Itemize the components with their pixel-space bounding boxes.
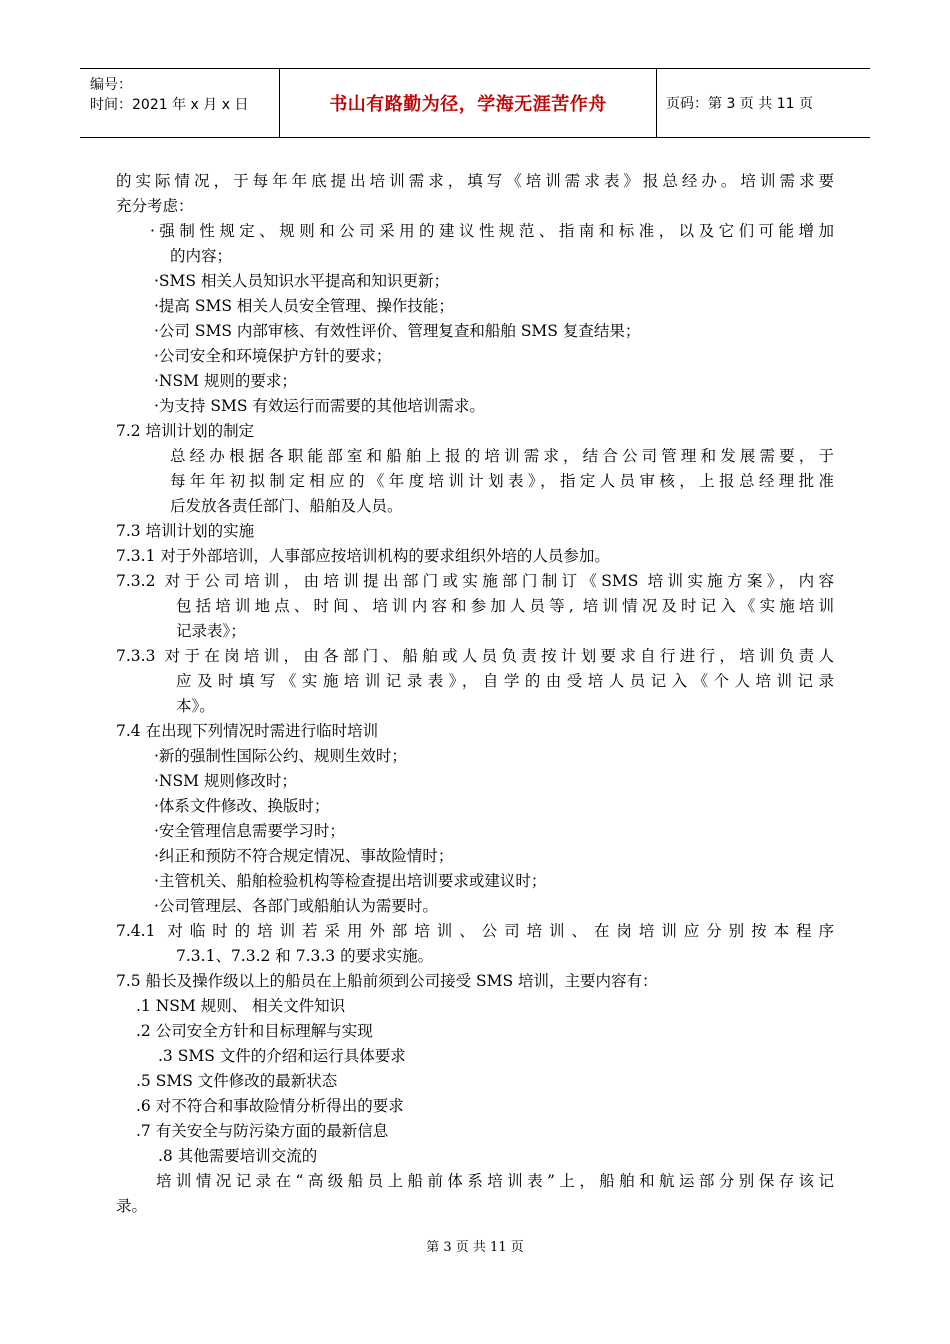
page-footer: 第 3 页 共 11 页	[426, 1240, 524, 1255]
text-line: 后发放各责任部门、船舶及人员。	[170, 497, 403, 515]
text-line: .7 有关安全与防污染方面的最新信息	[136, 1122, 389, 1140]
header-meta	[80, 69, 280, 137]
text-line: .8 其他需要培训交流的	[158, 1147, 318, 1165]
text-line: 7.3.2 对于公司培训，由培训提出部门或实施部门制订《SMS 培训实施方案》，内容	[116, 572, 834, 590]
text-line: ·NSM 规则修改时；	[154, 772, 297, 790]
text-line: .2 公司安全方针和目标理解与实现	[136, 1022, 373, 1040]
text-line: ·提高 SMS 相关人员安全管理、操作技能；	[154, 297, 454, 315]
text-line: 本》。	[176, 697, 215, 715]
text-line: 应及时填写《实施培训记录表》，自学的由受培人员记入《个人培训记录	[176, 672, 834, 690]
page-header	[80, 68, 870, 138]
text-line: ·SMS 相关人员知识水平提高和知识更新；	[154, 272, 449, 290]
text-line: 充分考虑：	[116, 197, 194, 215]
text-line: 7.5 船长及操作级以上的船员在上船前须到公司接受 SMS 培训，主要内容有：	[116, 972, 658, 990]
header-page-info: 页码：第 3 页 共 11 页	[666, 96, 813, 112]
text-line: ·体系文件修改、换版时；	[154, 797, 330, 815]
text-line: ·主管机关、船舶检验机构等检查提出培训要求或建议时；	[154, 872, 547, 890]
text-line: ·新的强制性国际公约、规则生效时；	[154, 747, 407, 765]
text-line: 每年年初拟制定相应的《年度培训计划表》，指定人员审核，上报总经理批准	[170, 472, 834, 490]
text-line: .5 SMS 文件修改的最新状态	[136, 1072, 338, 1090]
text-line: ·强制性规定、规则和公司采用的建议性规范、指南和标准，以及它们可能增加	[150, 222, 834, 240]
document-number-label: 编号：	[90, 77, 132, 93]
text-line: 7.3.3 对于在岗培训，由各部门、船舶或人员负责按计划要求自行进行，培训负责人	[116, 647, 834, 665]
text-line: 7.2 培训计划的制定	[116, 422, 255, 440]
text-line: ·安全管理信息需要学习时；	[154, 822, 345, 840]
header-motto: 书山有路勤为径，学海无涯苦作舟	[329, 94, 607, 115]
text-line: ·公司安全和环境保护方针的要求；	[154, 347, 392, 365]
text-line: 的实际情况，于每年年底提出培训需求，填写《培训需求表》报总经办。培训需求要	[116, 172, 834, 190]
text-line: .3 SMS 文件的介绍和运行具体要求	[158, 1047, 406, 1065]
text-line: 7.3 培训计划的实施	[116, 522, 255, 540]
text-line: ·公司管理层、各部门或船舶认为需要时。	[154, 897, 438, 915]
header-motto-cell	[280, 69, 657, 137]
text-line: ·公司 SMS 内部审核、有效性评价、管理复查和船舶 SMS 复查结果；	[154, 322, 641, 340]
text-line: 7.3.1 对于外部培训，人事部应按培训机构的要求组织外培的人员参加。	[116, 547, 610, 565]
text-line: ·为支持 SMS 有效运行而需要的其他培训需求。	[154, 397, 485, 415]
text-line: 7.4 在出现下列情况时需进行临时培训	[116, 722, 379, 740]
text-line: 的内容；	[170, 247, 233, 265]
text-line: 录。	[116, 1197, 148, 1215]
text-line: ·纠正和预防不符合规定情况、事故险情时；	[154, 847, 454, 865]
text-line: 包括培训地点、时间、培训内容和参加人员等, 培训情况及时记入《实施培训	[176, 597, 834, 615]
document-body	[116, 169, 834, 1219]
text-line: 7.4.1 对临时的培训若采用外部培训、公司培训、在岗培训应分别按本程序	[116, 922, 834, 940]
text-line: 总经办根据各职能部室和船舶上报的培训需求，结合公司管理和发展需要，于	[170, 447, 834, 465]
text-line: 7.3.1、7.3.2 和 7.3.3 的要求实施。	[176, 947, 434, 965]
text-line: .6 对不符合和事故险情分析得出的要求	[136, 1097, 404, 1115]
text-line: .1 NSM 规则、 相关文件知识	[136, 997, 346, 1015]
document-date-label: 时间：2021 年 x 月 x 日	[90, 97, 249, 113]
text-line: 记录表》；	[176, 622, 246, 640]
text-line: 培训情况记录在“高级船员上船前体系培训表”上，船舶和航运部分别保存该记	[156, 1172, 834, 1190]
text-line: ·NSM 规则的要求；	[154, 372, 297, 390]
